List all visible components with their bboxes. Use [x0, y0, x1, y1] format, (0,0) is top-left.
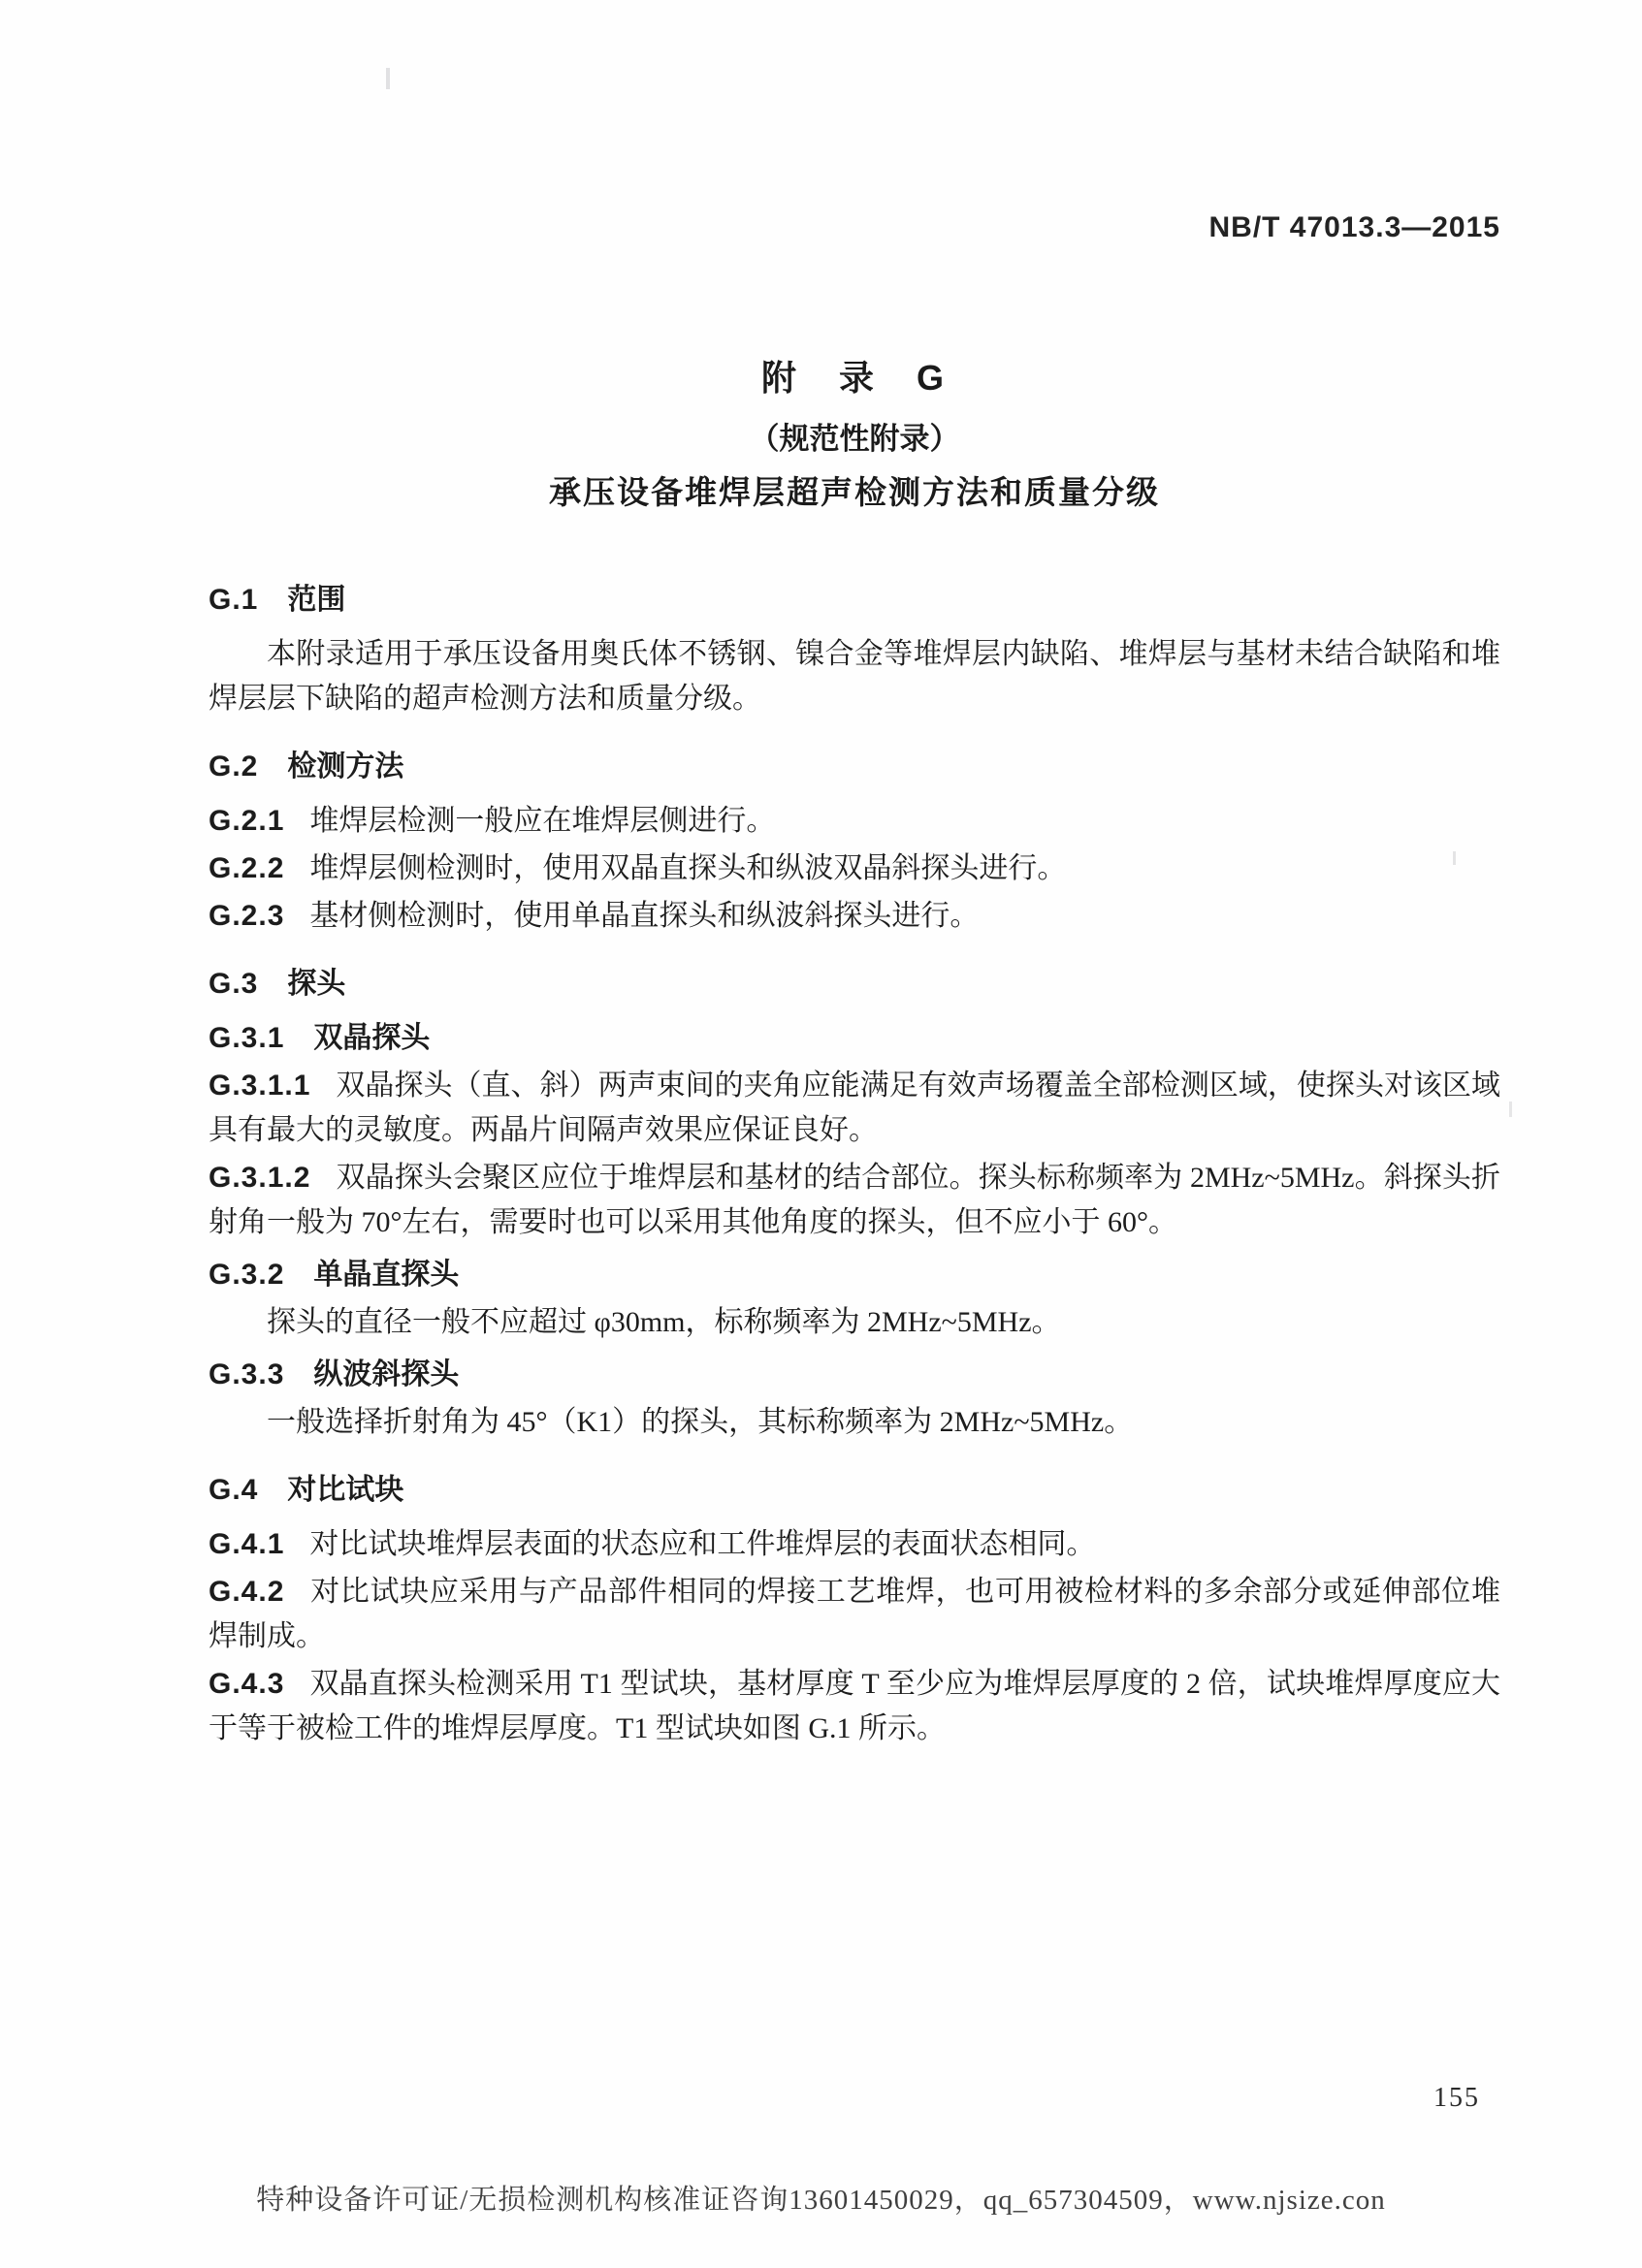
section-heading-g3-2	[209, 1253, 1500, 1297]
clause-text: 双晶探头会聚区应位于堆焊层和基材的结合部位。探头标称频率为 2MHz~5MHz。斜探头折射角一般为 70°左右，需要时也可以采用其他角度的探头，但不应小于 60°。	[209, 1162, 1500, 1238]
standard-code-header: NB/T 47013.3—2015	[1208, 211, 1500, 243]
scan-artifact	[386, 68, 390, 89]
clause-number: G.2.3	[209, 900, 285, 932]
clause-text: 对比试块	[287, 1474, 404, 1506]
clause-number: G.4	[209, 1474, 259, 1506]
document-body	[209, 555, 1500, 1751]
clause-text: 对比试块应采用与产品部件相同的焊接工艺堆焊，也可用被检材料的多余部分或延伸部位堆焊制成。	[209, 1576, 1500, 1652]
clause-text: 检测方法	[287, 751, 404, 783]
appendix-title: 附 录 G	[760, 358, 948, 398]
clause-number: G.4.2	[209, 1576, 285, 1608]
appendix-type-note: （规范性附录）	[749, 422, 960, 456]
page-number: 155	[1433, 2083, 1480, 2113]
clause-g2-2	[209, 847, 1500, 891]
clause-text: 对比试块堆焊层表面的状态应和工件堆焊层的表面状态相同。	[309, 1528, 1096, 1560]
clause-g3-1-2	[209, 1156, 1500, 1245]
paragraph-g3-2: 探头的直径一般不应超过 φ30mm，标称频率为 2MHz~5MHz。	[267, 1306, 1061, 1338]
clause-number: G.4.1	[209, 1528, 285, 1560]
section-heading-g3	[209, 962, 1500, 1006]
clause-g3-1-1	[209, 1064, 1500, 1153]
scan-artifact	[1453, 851, 1456, 865]
clause-text: 基材侧检测时，使用单晶直探头和纵波斜探头进行。	[309, 900, 980, 932]
appendix-title-block	[209, 351, 1500, 513]
clause-g4-2	[209, 1570, 1500, 1659]
clause-text: 双晶探头	[313, 1022, 431, 1054]
clause-text: 范围	[287, 584, 346, 616]
section-heading-g1	[209, 578, 1500, 623]
appendix-subject-title: 承压设备堆焊层超声检测方法和质量分级	[549, 474, 1160, 510]
clause-text: 堆焊层侧检测时，使用双晶直探头和纵波双晶斜探头进行。	[309, 852, 1067, 884]
clause-number: G.3.3	[209, 1358, 285, 1390]
clause-number: G.3.1.1	[209, 1070, 311, 1102]
clause-text: 纵波斜探头	[313, 1358, 460, 1390]
clause-g2-3	[209, 894, 1500, 939]
clause-text: 双晶探头（直、斜）两声束间的夹角应能满足有效声场覆盖全部检测区域，使探头对该区域具有最大的灵敏度。两晶片间隔声效果应保证良好。	[209, 1070, 1500, 1146]
clause-g4-3	[209, 1662, 1500, 1751]
clause-number: G.3	[209, 968, 259, 1000]
clause-text: 探头	[287, 968, 346, 1000]
clause-text: 堆焊层检测一般应在堆焊层侧进行。	[309, 805, 776, 837]
paragraph-g1-scope: 本附录适用于承压设备用奥氏体不锈钢、镍合金等堆焊层内缺陷、堆焊层与基材未结合缺陷和堆焊层层下缺陷的超声检测方法和质量分级。	[209, 638, 1500, 715]
clause-g4-1	[209, 1522, 1500, 1567]
clause-number: G.1	[209, 584, 259, 616]
clause-number: G.3.1	[209, 1022, 285, 1054]
section-heading-g3-1	[209, 1016, 1500, 1061]
clause-number: G.2.2	[209, 852, 285, 884]
clause-g2-1	[209, 799, 1500, 844]
section-heading-g4	[209, 1468, 1500, 1513]
clause-number: G.2.1	[209, 805, 285, 837]
clause-number: G.3.2	[209, 1259, 285, 1291]
clause-text: 单晶直探头	[313, 1259, 460, 1291]
section-heading-g2	[209, 745, 1500, 789]
paragraph-g3-3: 一般选择折射角为 45°（K1）的探头，其标称频率为 2MHz~5MHz。	[267, 1406, 1134, 1438]
footer-watermark: 特种设备许可证/无损检测机构核准证咨询13601450029，qq_657304509，www.njsize.con	[256, 2185, 1386, 2216]
scan-artifact	[1509, 1102, 1512, 1117]
clause-number: G.4.3	[209, 1668, 285, 1700]
section-heading-g3-3	[209, 1353, 1500, 1397]
clause-text: 双晶直探头检测采用 T1 型试块，基材厚度 T 至少应为堆焊层厚度的 2 倍，试块堆焊厚度应大于等于被检工件的堆焊层厚度。T1 型试块如图 G.1 所示。	[209, 1668, 1500, 1744]
clause-number: G.3.1.2	[209, 1162, 311, 1194]
clause-number: G.2	[209, 751, 259, 783]
